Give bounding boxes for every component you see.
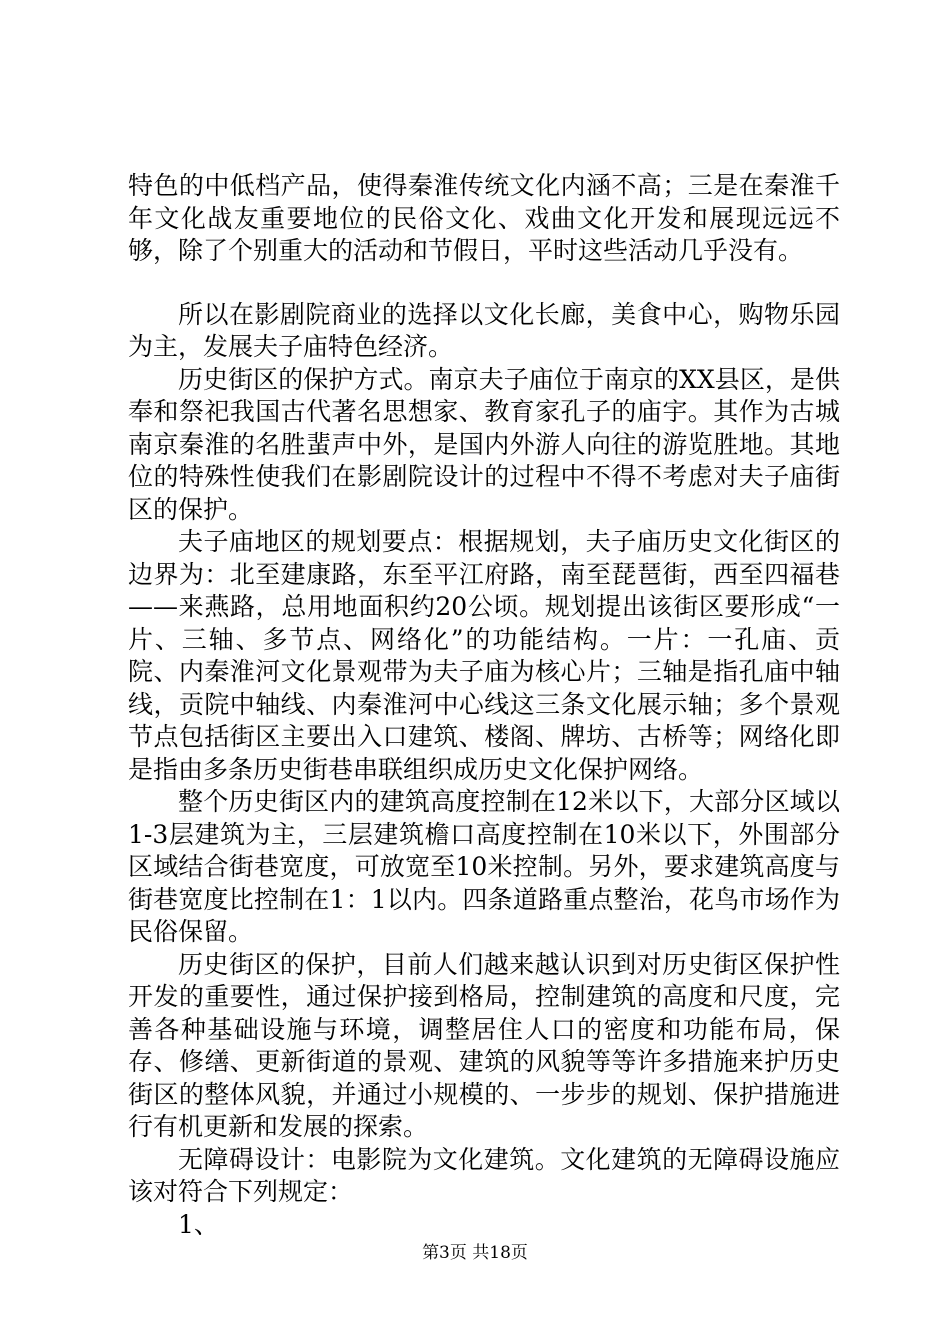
paragraph-planning-points: 夫子庙地区的规划要点：根据规划，夫子庙历史文化街区的边界为：北至建康路，东至平江府路，南至琵琶街，西至四福巷——来燕路，总用地面积约20公顷。规划提出该街区要形成“一片、三轴、多节点、网络化”的功能结构。一片：一孔庙、贡院、内秦淮河文化景观带为夫子庙为核心片；三轴是指孔庙中轴线，贡院中轴线、内秦淮河中心线这三条文化展示轴；多个景观节点包括街区主要出入口建筑、楼阁、牌坊、古桥等；网络化即是指由多条历史街巷串联组织成历史文化保护网络。 — [128, 527, 840, 784]
paragraph-commerce-choice: 所以在影剧院商业的选择以文化长廊，美食中心，购物乐园为主，发展夫子庙特色经济。 — [128, 299, 840, 361]
document-body — [128, 170, 840, 1241]
page-footer: 第3页 共18页 — [422, 1243, 528, 1263]
paragraph-list-item-1: 1、 — [178, 1209, 219, 1239]
paragraph-continuation: 特色的中低档产品，使得秦淮传统文化内涵不高；三是在秦淮千年文化战友重要地位的民俗文化、戏曲文化开发和展现远远不够，除了个别重大的活动和节假日，平时这些活动几乎没有。 — [128, 171, 840, 265]
paragraph-historic-protection-method: 历史街区的保护方式。南京夫子庙位于南京的XX县区，是供奉和祭祀我国古代著名思想家、教育家孔子的庙宇。其作为古城南京秦淮的名胜蜚声中外，是国内外游人向往的游览胜地。其地位的特殊性使我们在影剧院设计的过程中不得不考虑对夫子庙街区的保护。 — [128, 364, 840, 524]
paragraph-accessibility-design: 无障碍设计：电影院为文化建筑。文化建筑的无障碍设施应该对符合下列规定： — [128, 1144, 840, 1206]
paragraph-district-protection: 历史街区的保护，目前人们越来越认识到对历史街区保护性开发的重要性，通过保护接到格局，控制建筑的高度和尺度，完善各种基础设施与环境，调整居住人口的密度和功能布局，保存、修缮、更新街道的景观、建筑的风貌等等许多措施来护历史街区的整体风貌，并通过小规模的、一步步的规划、保护措施进行有机更新和发展的探索。 — [128, 949, 840, 1141]
paragraph-height-control: 整个历史街区内的建筑高度控制在12米以下，大部分区域以1-3层建筑为主，三层建筑檐口高度控制在10米以下，外围部分区域结合街巷宽度，可放宽至10米控制。另外，要求建筑高度与街巷宽度比控制在1：1以内。四条道路重点整治，花鸟市场作为民俗保留。 — [128, 787, 840, 946]
